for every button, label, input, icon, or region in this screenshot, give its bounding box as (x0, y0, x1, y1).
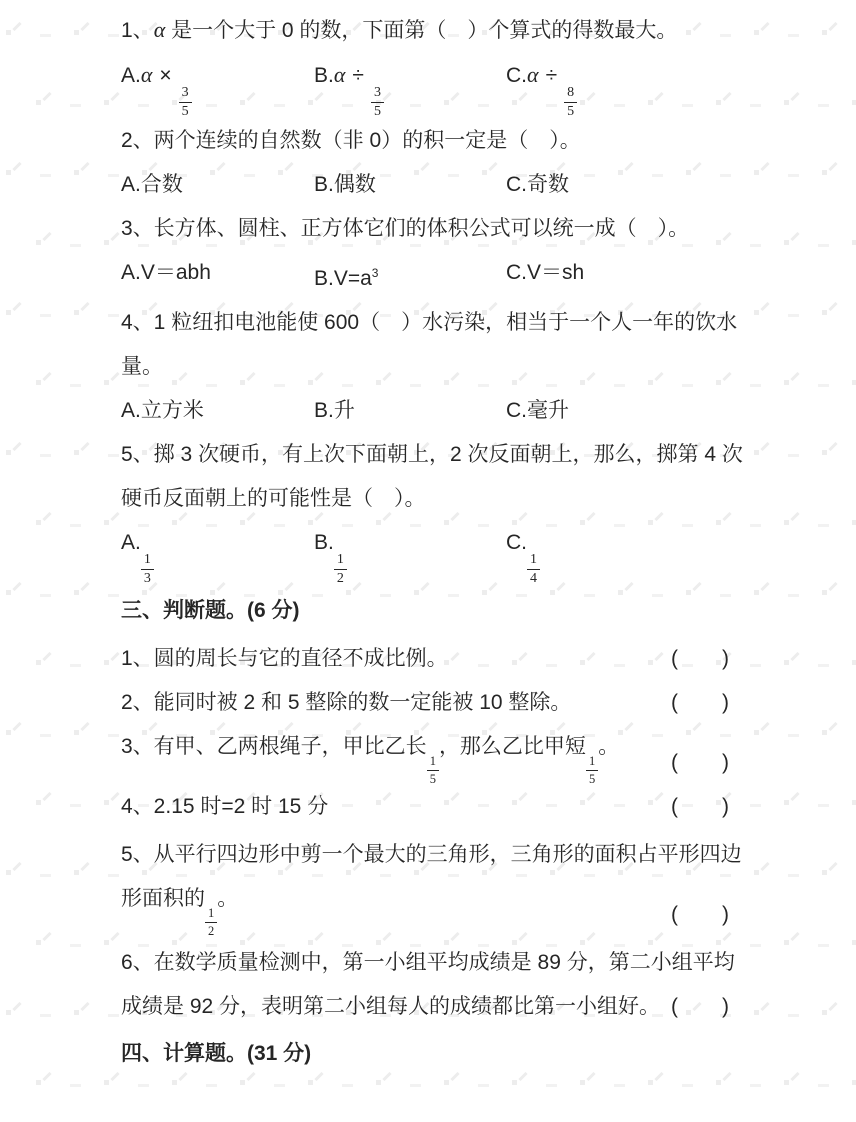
watermark-mark (790, 232, 799, 241)
watermark-mark (36, 940, 41, 945)
watermark-mark (788, 1014, 799, 1017)
fraction (586, 755, 598, 785)
watermark-mark (42, 652, 51, 661)
watermark-mark (788, 34, 799, 37)
watermark-mark (444, 1080, 449, 1085)
watermark-mark (108, 314, 119, 317)
watermark-mark (70, 664, 81, 667)
fraction (334, 553, 347, 586)
watermark-mark (12, 302, 21, 311)
math-operator: ÷ (545, 64, 558, 87)
watermark-mark (852, 240, 856, 245)
math-variable: α (333, 62, 346, 87)
judge-item-3 (121, 725, 743, 785)
watermark-mark (12, 862, 21, 871)
judge-text: 2、能同时被 2 和 5 整除的数一定能被 10 整除。 (121, 691, 572, 714)
watermark-mark (6, 450, 11, 455)
watermark-mark (410, 1084, 421, 1087)
fraction (527, 553, 540, 586)
judge-item-6 (121, 941, 743, 1029)
watermark-mark (760, 722, 769, 731)
watermark-mark (36, 660, 41, 665)
watermark-mark (108, 594, 119, 597)
watermark-mark (36, 380, 41, 385)
fraction-denominator: 4 (530, 571, 537, 586)
watermark-mark (760, 862, 769, 871)
watermark-mark (40, 594, 51, 597)
judge-text-part: 3、有甲、乙两根绳子，甲比乙长 (121, 735, 427, 758)
watermark-mark (750, 384, 761, 387)
answer-bracket (671, 985, 729, 1029)
watermark-mark (648, 1080, 653, 1085)
watermark-mark (74, 730, 79, 735)
watermark-mark (108, 174, 119, 177)
watermark-mark (12, 162, 21, 171)
watermark-mark (852, 380, 856, 385)
judge-text-part: 。 (217, 887, 239, 910)
watermark-mark (790, 372, 799, 381)
watermark-mark (784, 660, 789, 665)
watermark-mark (80, 442, 89, 451)
watermark-mark (108, 874, 119, 877)
watermark-mark (818, 524, 829, 527)
watermark-mark (6, 730, 11, 735)
watermark-mark (12, 22, 21, 31)
math-variable: α (153, 17, 166, 42)
math-operator: ÷ (352, 64, 364, 87)
watermark-mark (818, 244, 829, 247)
watermark-mark (822, 170, 827, 175)
watermark-mark (828, 1002, 837, 1011)
answer-bracket (671, 741, 729, 785)
watermark-mark (36, 800, 41, 805)
fraction-denominator: 2 (336, 571, 344, 586)
mc-question-1-options (121, 53, 743, 119)
watermark-mark (74, 30, 79, 35)
watermark-mark (70, 244, 81, 247)
fraction-numerator: 1 (427, 755, 439, 771)
watermark-mark (478, 1084, 489, 1087)
answer-bracket (671, 637, 729, 681)
watermark-mark (80, 862, 89, 871)
fraction-numerator: 1 (527, 553, 540, 570)
bracket-open: ( (671, 647, 678, 670)
watermark-mark (104, 940, 109, 945)
watermark-mark (754, 170, 759, 175)
option-c: C.V＝sh (506, 261, 585, 284)
watermark-mark (828, 722, 837, 731)
option-label: C. (506, 64, 527, 87)
watermark-mark (110, 652, 119, 661)
watermark-mark (828, 22, 837, 31)
watermark-mark (36, 240, 41, 245)
watermark-mark (790, 652, 799, 661)
option-label: A. (121, 64, 141, 87)
watermark-mark (754, 1010, 759, 1015)
option-label: B. (314, 64, 334, 87)
fraction-numerator: 3 (371, 86, 384, 103)
watermark-mark (754, 730, 759, 735)
watermark-mark (110, 372, 119, 381)
judge-item-1 (121, 637, 743, 681)
watermark-mark (80, 302, 89, 311)
watermark-mark (750, 944, 761, 947)
exam-content (121, 8, 743, 1076)
option-a (121, 53, 314, 119)
option-label: C. (506, 531, 527, 554)
watermark-mark (110, 932, 119, 941)
watermark-mark (760, 582, 769, 591)
option-b (314, 521, 506, 586)
watermark-mark (40, 1014, 51, 1017)
watermark-mark (40, 34, 51, 37)
watermark-mark (790, 1072, 799, 1081)
bracket-close: ) (722, 795, 729, 818)
fraction-denominator: 5 (429, 771, 436, 786)
watermark-mark (784, 520, 789, 525)
watermark-mark (42, 1072, 51, 1081)
watermark-mark (828, 582, 837, 591)
math-variable: α (140, 62, 153, 87)
watermark-mark (754, 590, 759, 595)
judge-text: 6、在数学质量检测中，第一小组平均成绩是 89 分，第二小组平均成绩是 92 分，表明第二小组每人的成绩都比第一小组好。 (121, 951, 735, 1018)
watermark-mark (822, 310, 827, 315)
watermark-mark (828, 162, 837, 171)
watermark-mark (104, 800, 109, 805)
option-a (121, 521, 314, 586)
watermark-mark (818, 804, 829, 807)
watermark-mark (12, 1002, 21, 1011)
watermark-mark (108, 34, 119, 37)
bracket-close: ) (722, 903, 729, 926)
watermark-mark (546, 1084, 557, 1087)
watermark-mark (852, 520, 856, 525)
watermark-mark (784, 940, 789, 945)
watermark-mark (110, 792, 119, 801)
watermark-mark (42, 232, 51, 241)
option-b: B.升 (314, 399, 355, 422)
watermark-mark (342, 1084, 353, 1087)
question-number: 1、 (121, 19, 154, 42)
watermark-mark (750, 804, 761, 807)
watermark-mark (784, 380, 789, 385)
watermark-mark (6, 310, 11, 315)
watermark-mark (74, 590, 79, 595)
option-b (314, 251, 506, 301)
watermark-mark (36, 1080, 41, 1085)
watermark-mark (104, 380, 109, 385)
watermark-mark (822, 450, 827, 455)
watermark-mark (790, 792, 799, 801)
watermark-mark (682, 1084, 693, 1087)
option-c: C.毫升 (506, 399, 569, 422)
watermark-mark (74, 170, 79, 175)
watermark-mark (74, 1010, 79, 1015)
watermark-mark (104, 240, 109, 245)
mc-question-5-options (121, 521, 743, 586)
watermark-mark (172, 1080, 177, 1085)
watermark-mark (580, 1080, 585, 1085)
option-c: C.奇数 (506, 173, 569, 196)
bracket-open: ( (671, 795, 678, 818)
watermark-mark (110, 512, 119, 521)
watermark-mark (80, 582, 89, 591)
bracket-open: ( (671, 691, 678, 714)
watermark-mark (818, 944, 829, 947)
bracket-open: ( (671, 903, 678, 926)
watermark-mark (750, 104, 761, 107)
watermark-mark (760, 302, 769, 311)
watermark-mark (70, 384, 81, 387)
watermark-mark (108, 734, 119, 737)
watermark-mark (788, 174, 799, 177)
watermark-mark (788, 454, 799, 457)
option-b (314, 53, 506, 119)
option-a: A.V＝abh (121, 261, 211, 284)
watermark-mark (240, 1080, 245, 1085)
watermark-mark (818, 104, 829, 107)
watermark-mark (760, 22, 769, 31)
watermark-mark (12, 442, 21, 451)
watermark-mark (750, 244, 761, 247)
watermark-mark (754, 30, 759, 35)
watermark-mark (790, 512, 799, 521)
watermark-mark (6, 1010, 11, 1015)
watermark-mark (716, 1080, 721, 1085)
watermark-mark (110, 1072, 119, 1081)
watermark-mark (70, 1084, 81, 1087)
math-variable: α (527, 62, 539, 87)
watermark-mark (80, 722, 89, 731)
section-heading-judgment: 三、判断题。(6 分) (121, 599, 300, 622)
watermark-mark (788, 314, 799, 317)
watermark-mark (110, 92, 119, 101)
option-a: A.合数 (121, 173, 183, 196)
watermark-mark (104, 100, 109, 105)
watermark-mark (70, 804, 81, 807)
fraction-denominator: 5 (567, 104, 575, 119)
watermark-mark (6, 590, 11, 595)
watermark-mark (614, 1084, 625, 1087)
fraction (564, 86, 577, 119)
answer-bracket (671, 785, 729, 829)
watermark-mark (822, 870, 827, 875)
watermark-mark (852, 940, 856, 945)
bracket-close: ) (722, 995, 729, 1018)
watermark-mark (110, 232, 119, 241)
watermark-mark (784, 100, 789, 105)
watermark-mark (108, 454, 119, 457)
watermark-mark (104, 660, 109, 665)
watermark-mark (828, 302, 837, 311)
judge-text (121, 843, 742, 938)
answer-bracket (671, 681, 729, 725)
mc-question-3-options (121, 251, 743, 301)
mc-question-1-text (121, 8, 743, 53)
watermark-mark (108, 1014, 119, 1017)
watermark-mark (818, 664, 829, 667)
section-heading-calculation: 四、计算题。(31 分) (121, 1042, 312, 1065)
watermark-mark (750, 1084, 761, 1087)
watermark-mark (40, 874, 51, 877)
bracket-open: ( (671, 751, 678, 774)
mc-question-3-text: 3、长方体、圆柱、正方体它们的体积公式可以统一成（ ）。 (121, 217, 690, 240)
watermark-mark (274, 1084, 285, 1087)
watermark-mark (80, 22, 89, 31)
watermark-mark (376, 1080, 381, 1085)
watermark-mark (852, 1080, 856, 1085)
watermark-mark (822, 1010, 827, 1015)
mc-question-2-options (121, 163, 743, 207)
watermark-mark (822, 590, 827, 595)
watermark-mark (822, 30, 827, 35)
option-label: B.V=a (314, 267, 372, 290)
fraction (205, 907, 217, 937)
watermark-mark (74, 870, 79, 875)
watermark-mark (512, 1080, 517, 1085)
watermark-mark (750, 664, 761, 667)
option-b: B.偶数 (314, 173, 376, 196)
option-label: B. (314, 531, 334, 554)
watermark-mark (754, 310, 759, 315)
watermark-mark (788, 594, 799, 597)
watermark-mark (818, 1084, 829, 1087)
watermark-mark (754, 870, 759, 875)
option-label: A. (121, 531, 141, 554)
option-c (506, 521, 743, 586)
watermark-mark (40, 734, 51, 737)
bracket-open: ( (671, 995, 678, 1018)
watermark-mark (36, 100, 41, 105)
mc-question-5-text: 5、掷 3 次硬币，有上次下面朝上，2 次反面朝上，那么，掷第 4 次硬币反面朝上的可能性是（ ）。 (121, 443, 743, 510)
watermark-mark (42, 92, 51, 101)
watermark-mark (40, 314, 51, 317)
watermark-mark (852, 660, 856, 665)
watermark-mark (70, 524, 81, 527)
watermark-mark (70, 944, 81, 947)
watermark-mark (828, 442, 837, 451)
judge-text-part: 。 (598, 735, 620, 758)
watermark-mark (852, 800, 856, 805)
fraction-denominator: 5 (181, 104, 189, 119)
fraction-numerator: 1 (205, 907, 217, 923)
fraction-denominator: 5 (588, 771, 596, 786)
fraction-numerator: 3 (179, 86, 192, 103)
watermark-mark (788, 874, 799, 877)
watermark-mark (750, 524, 761, 527)
watermark-mark (760, 162, 769, 171)
watermark-mark (784, 1080, 789, 1085)
judge-text: 1、圆的周长与它的直径不成比例。 (121, 647, 448, 670)
watermark-mark (42, 792, 51, 801)
watermark-mark (754, 450, 759, 455)
watermark-mark (6, 870, 11, 875)
fraction (141, 553, 154, 586)
mc-question-4-text: 4、1 粒纽扣电池能使 600（ ）水污染，相当于一个人一年的饮水量。 (121, 311, 738, 378)
watermark-mark (12, 722, 21, 731)
fraction (179, 86, 192, 119)
watermark-mark (852, 100, 856, 105)
watermark-mark (788, 734, 799, 737)
judge-text (121, 735, 620, 786)
exponent: 3 (371, 266, 379, 280)
watermark-mark (138, 1084, 149, 1087)
fraction-numerator: 8 (564, 86, 577, 103)
bracket-close: ) (722, 647, 729, 670)
watermark-mark (784, 240, 789, 245)
option-c (506, 53, 743, 119)
watermark-mark (790, 92, 799, 101)
option-a: A.立方米 (121, 399, 204, 422)
judge-item-4 (121, 785, 743, 829)
bracket-close: ) (722, 691, 729, 714)
watermark-mark (80, 162, 89, 171)
judge-text-part: ，那么乙比甲短 (438, 735, 586, 758)
watermark-mark (70, 104, 81, 107)
watermark-mark (74, 310, 79, 315)
watermark-mark (40, 454, 51, 457)
watermark-mark (36, 520, 41, 525)
fraction (371, 86, 384, 119)
fraction-denominator: 3 (143, 571, 151, 586)
watermark-mark (42, 372, 51, 381)
judge-text: 4、2.15 时=2 时 15 分 (121, 795, 329, 818)
watermark-mark (760, 1002, 769, 1011)
watermark-mark (80, 1002, 89, 1011)
watermark-mark (818, 384, 829, 387)
watermark-mark (308, 1080, 313, 1085)
watermark-mark (828, 862, 837, 871)
mc-question-4-options (121, 389, 743, 433)
watermark-mark (206, 1084, 217, 1087)
watermark-mark (822, 730, 827, 735)
judge-text-part: 5、从平行四边形中剪一个最大的三角形，三角形的面积占平形四边形面积的 (121, 843, 742, 910)
watermark-mark (6, 30, 11, 35)
watermark-mark (784, 800, 789, 805)
watermark-mark (104, 520, 109, 525)
judge-item-2 (121, 681, 743, 725)
math-operator: × (159, 64, 172, 87)
fraction-numerator: 1 (141, 553, 154, 570)
watermark-mark (104, 1080, 109, 1085)
watermark-mark (42, 932, 51, 941)
answer-bracket (671, 893, 729, 937)
fraction-numerator: 1 (586, 755, 598, 771)
watermark-mark (6, 170, 11, 175)
fraction-denominator: 2 (208, 923, 215, 938)
watermark-mark (790, 932, 799, 941)
judge-item-5 (121, 833, 743, 937)
bracket-close: ) (722, 751, 729, 774)
watermark-mark (42, 512, 51, 521)
watermark-mark (74, 450, 79, 455)
fraction-denominator: 5 (373, 104, 381, 119)
watermark-mark (760, 442, 769, 451)
watermark-mark (12, 582, 21, 591)
fraction-numerator: 1 (334, 553, 347, 570)
question-text: 是一个大于 0 的数，下面第（ ）个算式的得数最大。 (165, 19, 678, 42)
fraction (427, 755, 439, 785)
mc-question-2-text: 2、两个连续的自然数（非 0）的积一定是（ ）。 (121, 129, 581, 152)
watermark-mark (40, 174, 51, 177)
